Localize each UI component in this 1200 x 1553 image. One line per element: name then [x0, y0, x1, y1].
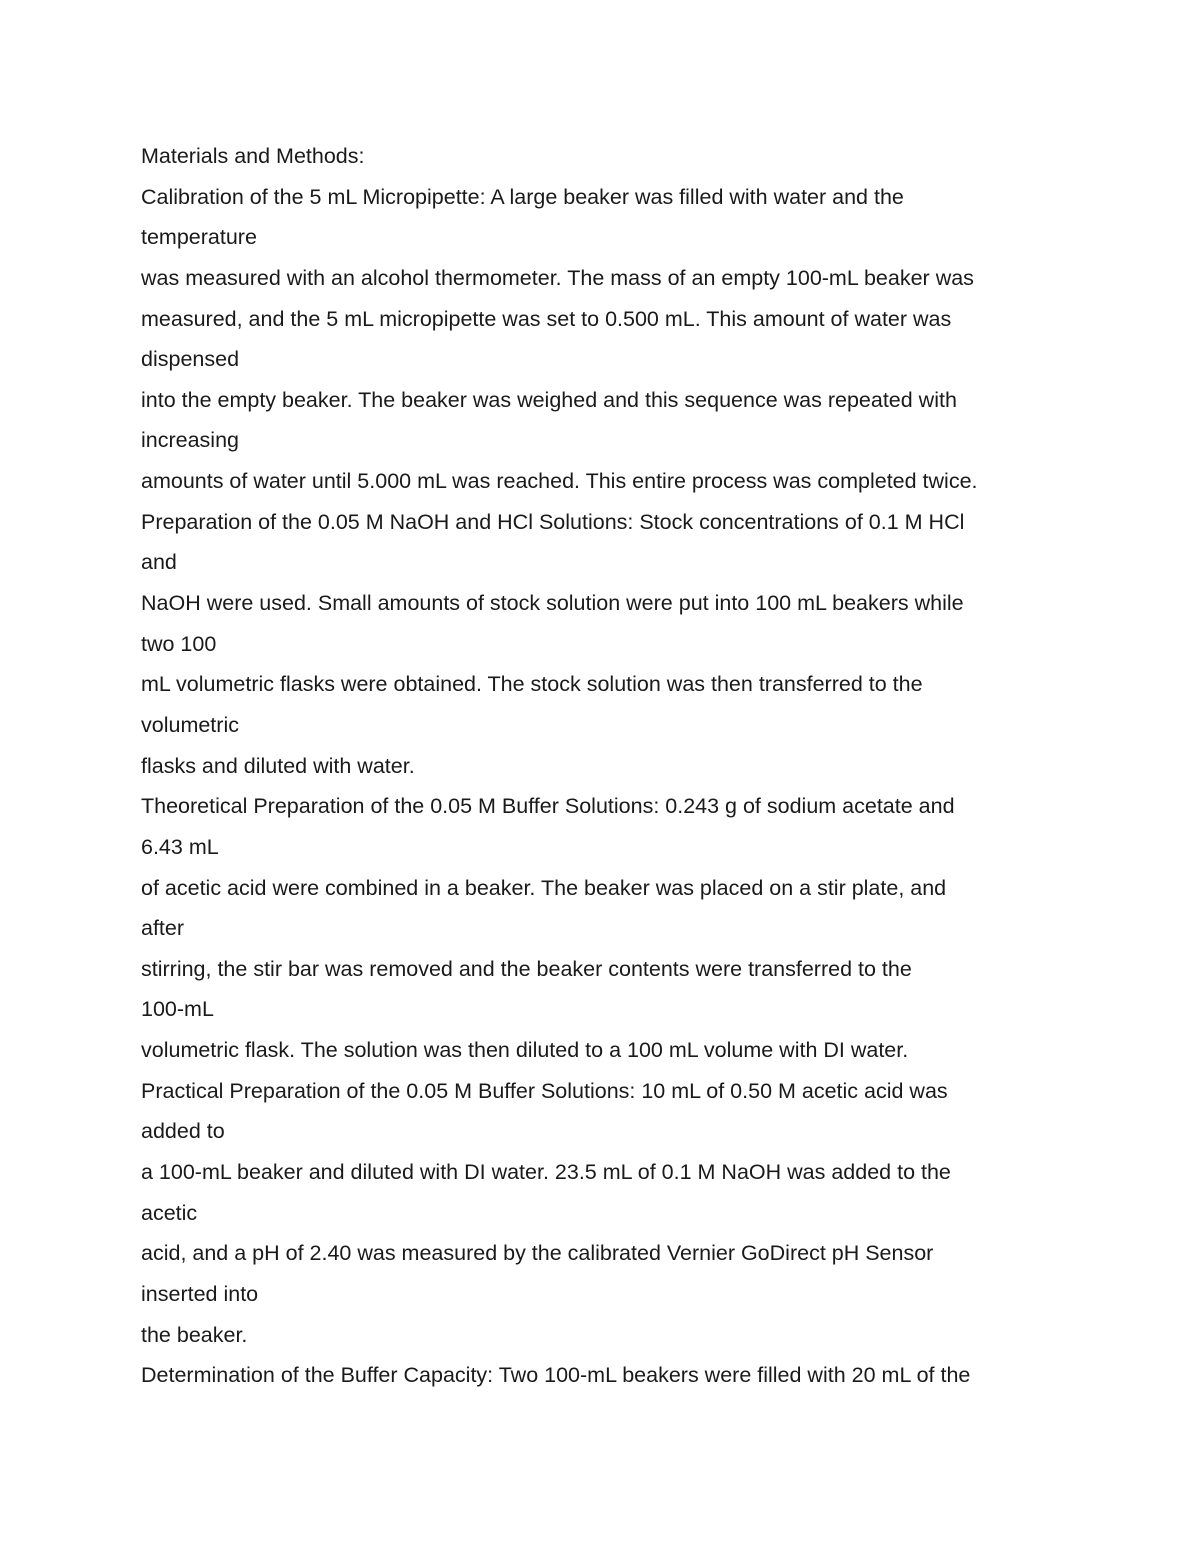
document-body	[141, 136, 1081, 1396]
text-line: amounts of water until 5.000 mL was reached. This entire process was completed twice.	[141, 469, 978, 494]
text-line: volumetric	[141, 712, 239, 737]
text-line: after	[141, 916, 185, 941]
text-line: Practical Preparation of the 0.05 M Buffer Solutions: 10 mL of 0.50 M acetic acid was	[141, 1078, 948, 1103]
text-line: added to	[141, 1119, 225, 1144]
text-line: NaOH were used. Small amounts of stock solution were put into 100 mL beakers while	[141, 591, 964, 616]
text-line: of acetic acid were combined in a beaker. The beaker was placed on a stir plate, and	[141, 875, 947, 900]
text-line: dispensed	[141, 347, 240, 372]
text-line: inserted into	[141, 1281, 259, 1306]
text-line: into the empty beaker. The beaker was weighed and this sequence was repeated with	[141, 387, 957, 412]
text-line: mL volumetric flasks were obtained. The stock solution was then transferred to the	[141, 672, 923, 697]
text-line: volumetric flask. The solution was then diluted to a 100 mL volume with DI water.	[141, 1038, 909, 1063]
text-line: Determination of the Buffer Capacity: Two 100-mL beakers were filled with 20 mL of the	[141, 1363, 971, 1388]
text-line: 100-mL	[141, 997, 214, 1022]
text-line: the beaker.	[141, 1322, 248, 1347]
text-line: temperature	[141, 225, 257, 250]
text-line: was measured with an alcohol thermometer. The mass of an empty 100-mL beaker was	[141, 265, 974, 290]
text-line: Theoretical Preparation of the 0.05 M Buffer Solutions: 0.243 g of sodium acetate and	[141, 794, 955, 819]
text-line: and	[141, 550, 177, 575]
text-line: flasks and diluted with water.	[141, 753, 415, 778]
text-line: acetic	[141, 1200, 198, 1225]
text-line: two 100	[141, 631, 217, 656]
section-heading: Materials and Methods:	[141, 144, 365, 168]
text-line: a 100-mL beaker and diluted with DI water. 23.5 mL of 0.1 M NaOH was added to the	[141, 1160, 951, 1185]
text-line: measured, and the 5 mL micropipette was set to 0.500 mL. This amount of water was	[141, 306, 952, 331]
text-line: 6.43 mL	[141, 834, 219, 859]
text-line: increasing	[141, 428, 239, 453]
text-line: acid, and a pH of 2.40 was measured by the calibrated Vernier GoDirect pH Sensor	[141, 1241, 934, 1266]
text-line: Calibration of the 5 mL Micropipette: A large beaker was filled with water and the	[141, 184, 904, 209]
text-line: stirring, the stir bar was removed and the beaker contents were transferred to the	[141, 956, 912, 981]
text-line: Preparation of the 0.05 M NaOH and HCl Solutions: Stock concentrations of 0.1 M HCl	[141, 509, 965, 534]
